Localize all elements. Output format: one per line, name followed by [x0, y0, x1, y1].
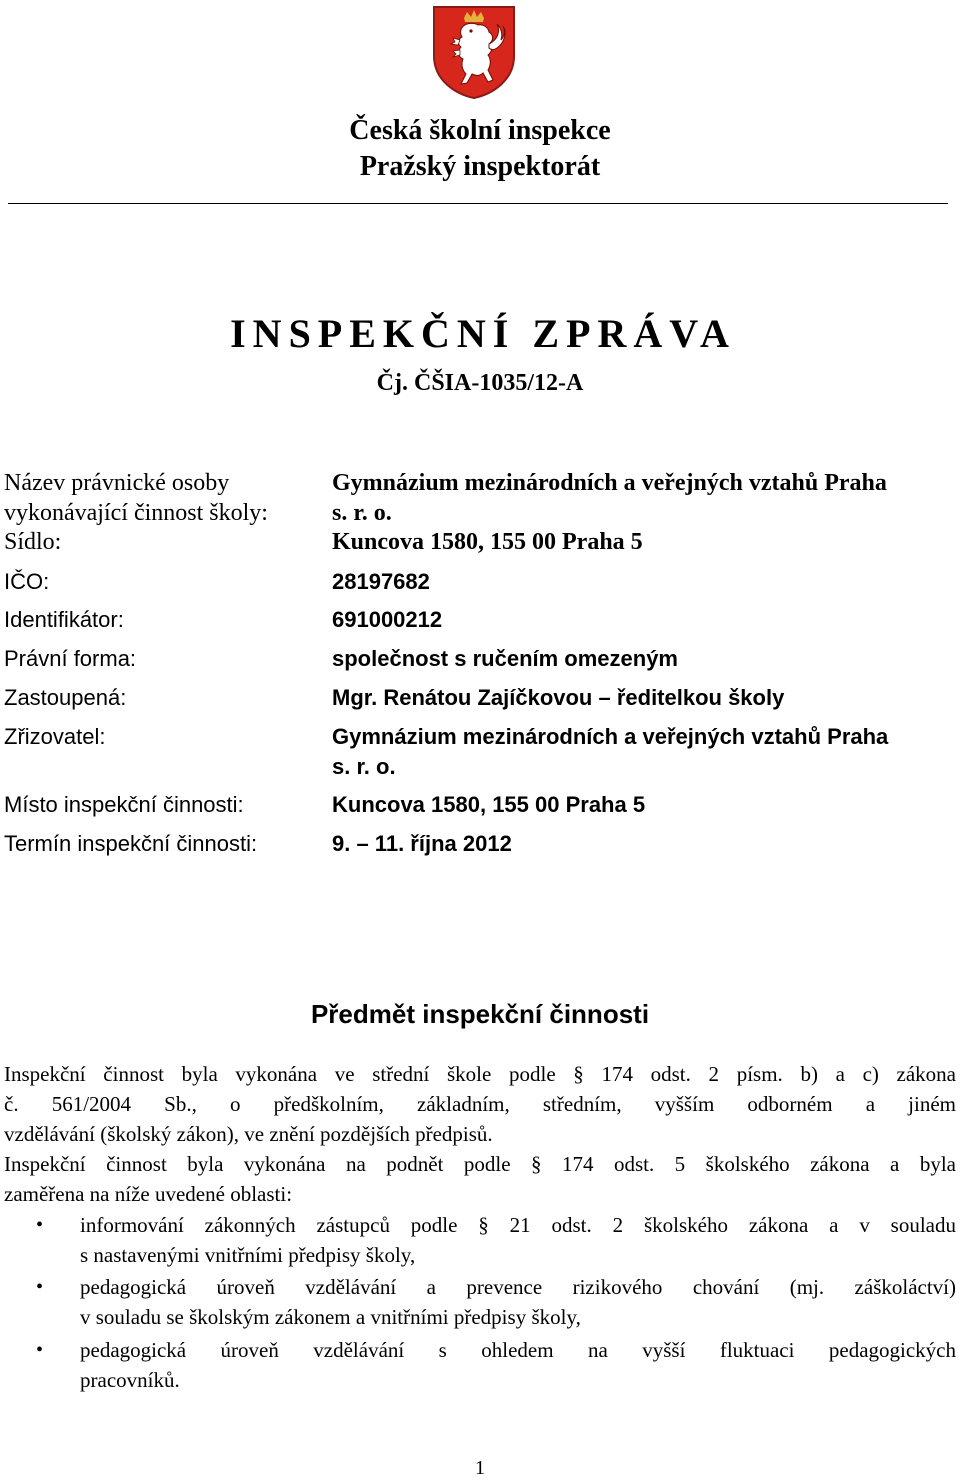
- paragraph-1-line-2: č. 561/2004 Sb., o předškolním, základním, středním, vyšším odborném a jiném: [4, 1092, 956, 1116]
- inspection-term-value: 9. – 11. října 2012: [332, 831, 512, 856]
- czech-coat-of-arms-icon: [431, 4, 517, 100]
- inspection-place-label: Místo inspekční činnosti:: [4, 792, 244, 817]
- founder-label: Zřizovatel:: [4, 724, 106, 749]
- list-item-1-line-1: informování zákonných zástupců podle § 21 odst. 2 školského zákona a v souladu: [80, 1213, 956, 1237]
- identifier-value: 691000212: [332, 607, 443, 632]
- reference-number: Čj. ČŠIA-1035/12-A: [376, 370, 584, 396]
- identifier-label: Identifikátor:: [4, 607, 124, 632]
- ico-label: IČO:: [4, 569, 50, 594]
- inspection-place-value: Kuncova 1580, 155 00 Praha 5: [332, 792, 646, 817]
- bullet-icon: •: [36, 1276, 44, 1298]
- inspection-term-label: Termín inspekční činnosti:: [4, 831, 258, 856]
- bullet-icon: •: [36, 1339, 44, 1361]
- legal-entity-label-line1: Název právnické osoby: [4, 470, 230, 496]
- legal-entity-value-line2: s. r. o.: [332, 500, 392, 526]
- represented-by-label: Zastoupená:: [4, 685, 127, 710]
- seat-value: Kuncova 1580, 155 00 Praha 5: [332, 529, 643, 555]
- section-title: Předmět inspekční činnosti: [310, 999, 650, 1029]
- organization-name: Česká školní inspekce: [349, 115, 611, 146]
- seat-label: Sídlo:: [4, 529, 62, 555]
- paragraph-2-line-2: zaměřena na níže uvedené oblasti:: [4, 1182, 293, 1206]
- legal-form-value: společnost s ručením omezeným: [332, 646, 678, 671]
- represented-by-value: Mgr. Renátou Zajíčkovou – ředitelkou školy: [332, 685, 785, 710]
- founder-value-line1: Gymnázium mezinárodních a veřejných vztahů Praha: [332, 724, 889, 749]
- list-item-2-line-2: v souladu se školským zákonem a vnitřními předpisy školy,: [80, 1305, 581, 1329]
- paragraph-2-line-1: Inspekční činnost byla vykonána na podnět podle § 174 odst. 5 školského zákona a byla: [4, 1152, 956, 1176]
- paragraph-1-line-3: vzdělávání (školský zákon), ve znění pozdějších předpisů.: [4, 1122, 493, 1146]
- legal-form-label: Právní forma:: [4, 646, 137, 671]
- header-divider: [8, 203, 948, 204]
- founder-value-line2: s. r. o.: [332, 754, 396, 779]
- ico-value: 28197682: [332, 569, 430, 594]
- list-item-2-line-1: pedagogická úroveň vzdělávání a prevence rizikového chování (mj. záškoláctví): [80, 1275, 956, 1299]
- legal-entity-value-line1: Gymnázium mezinárodních a veřejných vztahů Praha: [332, 470, 887, 496]
- list-item-3-line-2: pracovníků.: [80, 1368, 180, 1392]
- legal-entity-label-line2: vykonávající činnost školy:: [4, 500, 268, 526]
- document-title: INSPEKČNÍ ZPRÁVA: [230, 311, 736, 356]
- page-number: 1: [475, 1457, 485, 1479]
- bullet-icon: •: [36, 1214, 44, 1236]
- list-item-3-line-1: pedagogická úroveň vzdělávání s ohledem na vyšší fluktuaci pedagogických: [80, 1338, 956, 1362]
- paragraph-1-line-1: Inspekční činnost byla vykonána ve střední škole podle § 174 odst. 2 písm. b) a c) zákona: [4, 1062, 956, 1086]
- organization-branch: Pražský inspektorát: [359, 151, 601, 182]
- list-item-1-line-2: s nastavenými vnitřními předpisy školy,: [80, 1243, 416, 1267]
